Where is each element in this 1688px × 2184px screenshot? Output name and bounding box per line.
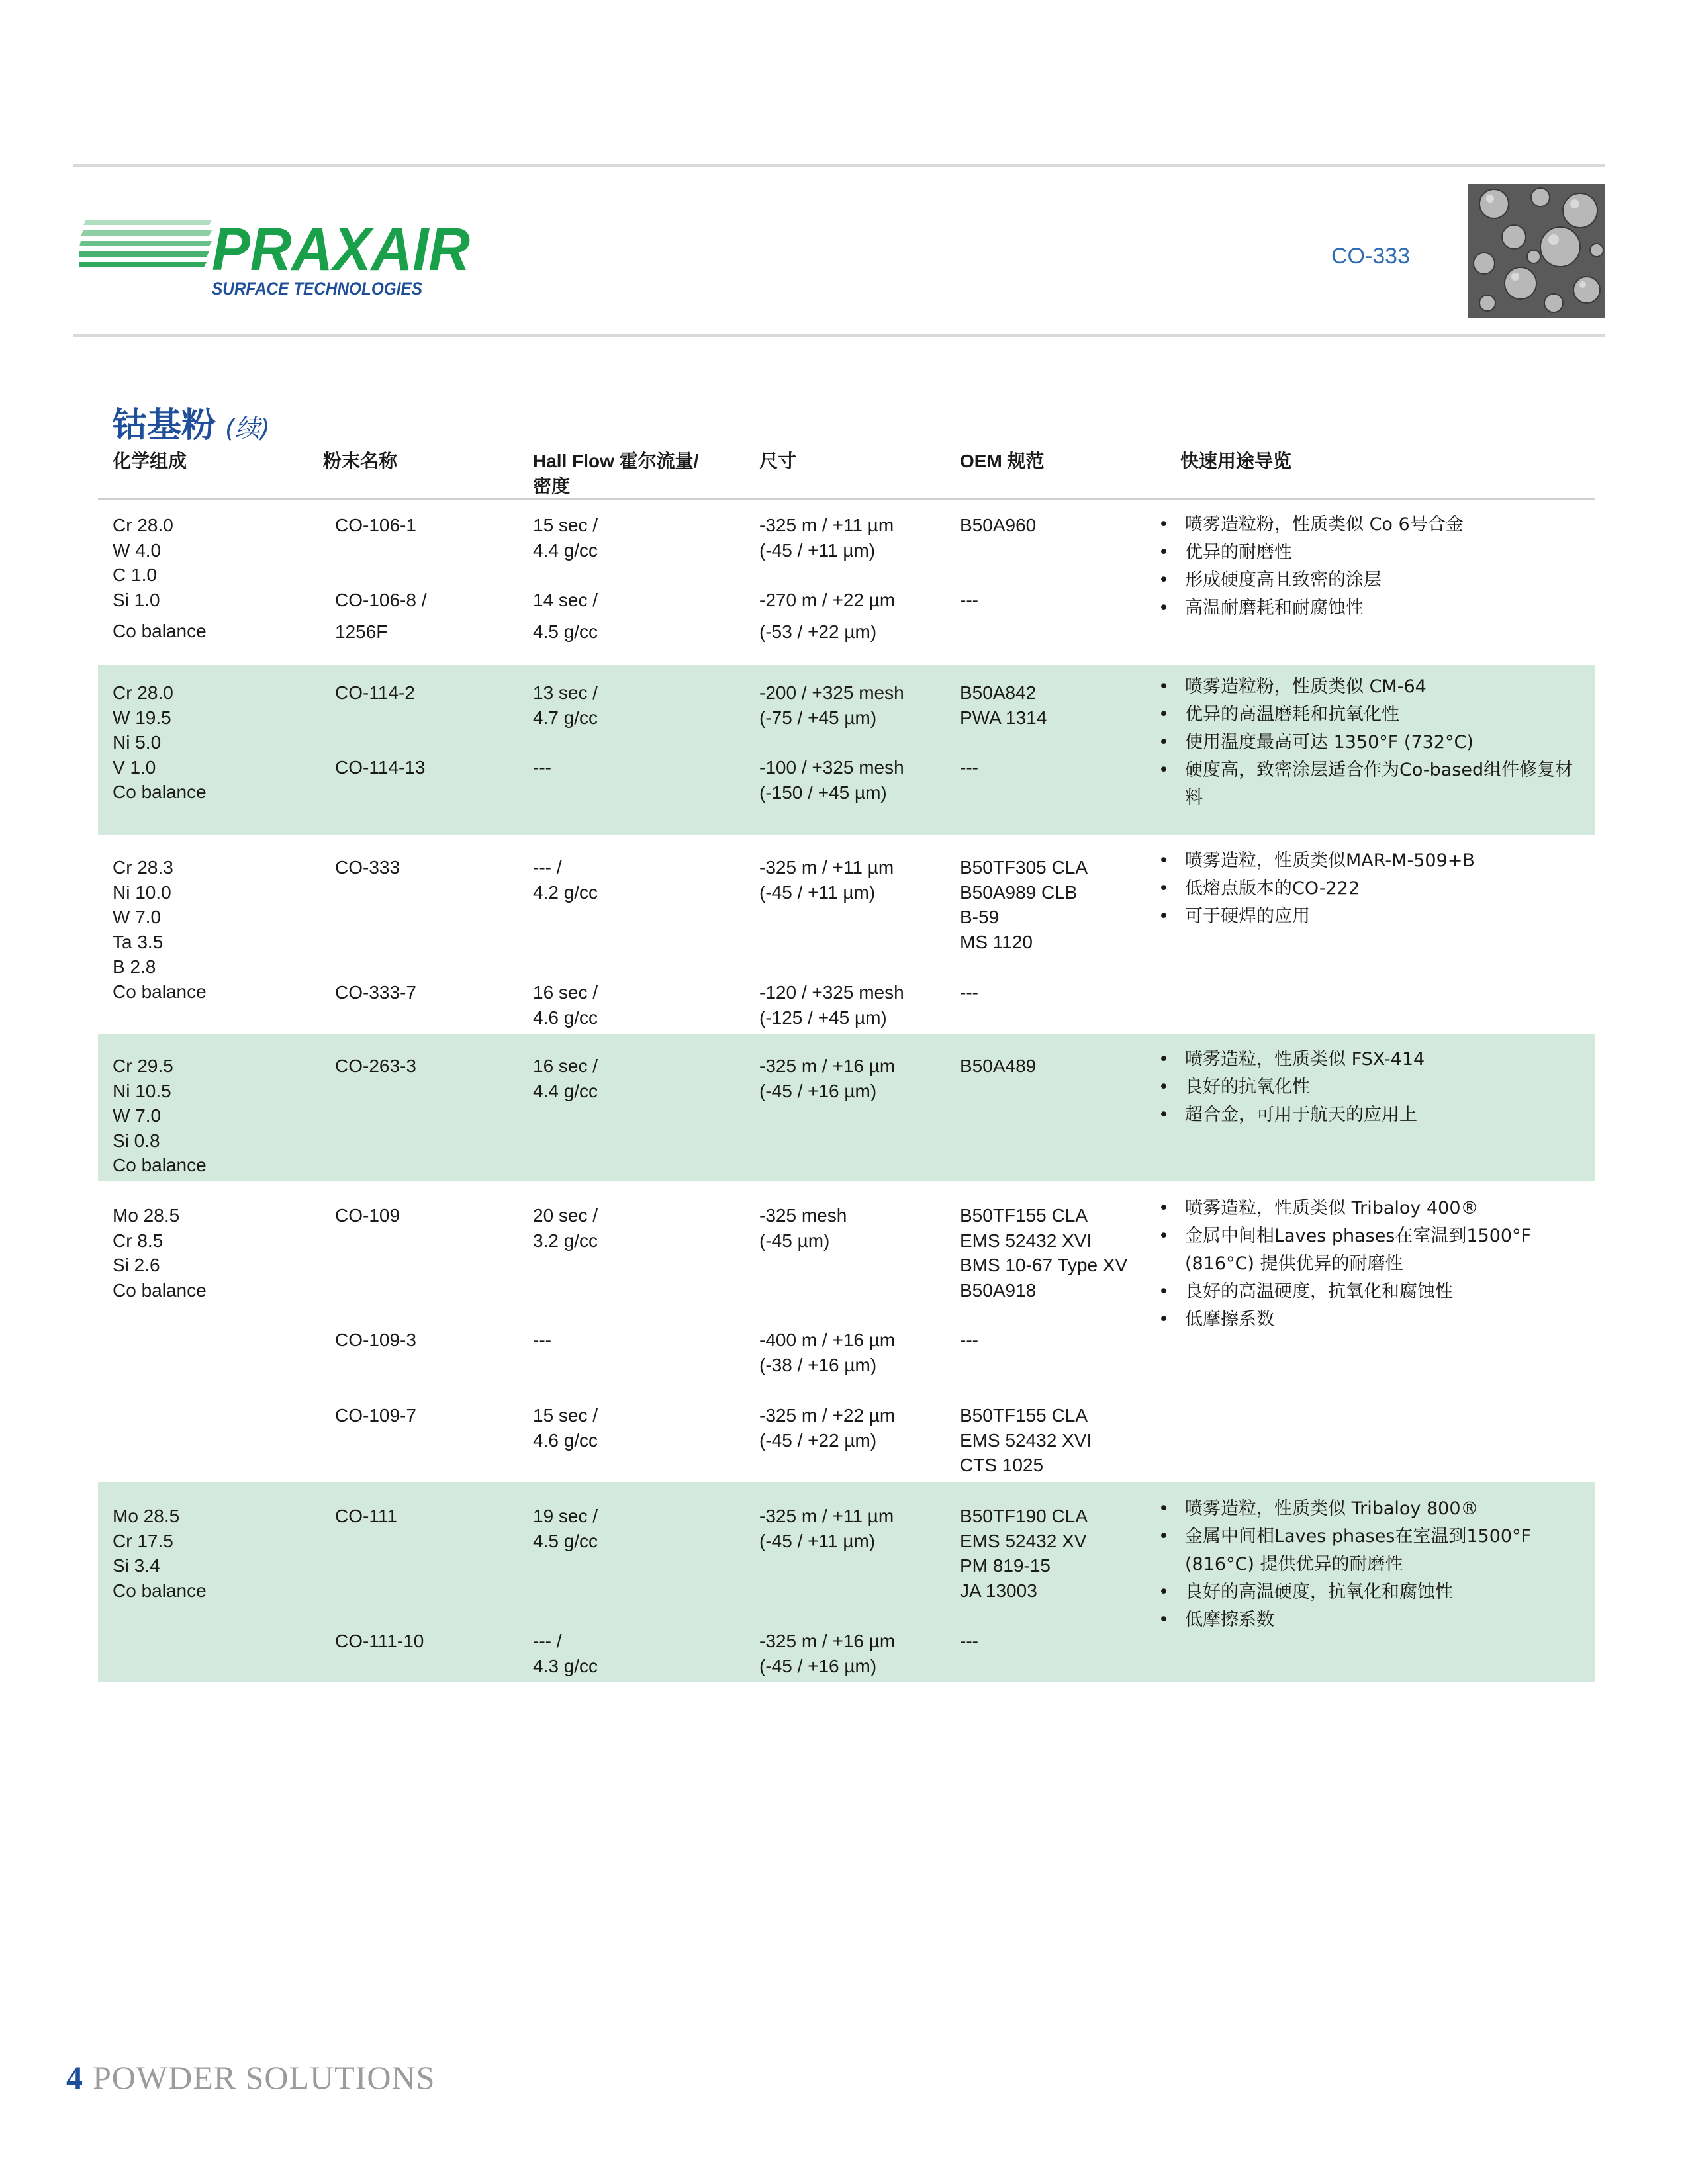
usage-guide-item: • 金属中间相Laves phases在室温到1500°F (816°C) 提供优异的耐磨性 [1158, 1222, 1589, 1278]
oem-spec-line: B50TF190 CLA [960, 1506, 1088, 1526]
size-line: -325 m / +11 µm [759, 1506, 894, 1526]
powder-name-line: CO-114-13 [335, 757, 426, 778]
usage-guide-item: • 形成硬度高且致密的涂层 [1158, 567, 1589, 594]
powder-name-line: CO-109 [335, 1205, 400, 1226]
oem-spec-line: CTS 1025 [960, 1455, 1044, 1475]
usage-guide-list [1158, 847, 1589, 931]
chemistry-line: Cr 28.0 [113, 515, 173, 535]
usage-guide-item: • 喷雾造粒，性质类似 Tribaloy 800® [1158, 1495, 1589, 1523]
size-line: -325 m / +11 µm [759, 857, 894, 878]
hall-flow-line: 4.2 g/cc [533, 882, 598, 903]
header-guide: 快速用途导览 [1180, 451, 1292, 471]
powder-name-line: CO-106-1 [335, 515, 416, 535]
size-cell [759, 588, 895, 644]
oem-spec-line: B50A842 [960, 682, 1037, 703]
powder-name-line: CO-263-3 [335, 1056, 416, 1076]
size-line: -200 / +325 mesh [759, 682, 904, 703]
usage-guide-cell [1158, 1046, 1589, 1129]
powder-name-cell [335, 1504, 397, 1529]
chemistry-line: W 4.0 [113, 539, 162, 561]
hall-flow-line: --- / [533, 1631, 562, 1651]
hall-flow-line: 4.6 g/cc [533, 1430, 598, 1451]
size-line: -325 mesh [759, 1205, 847, 1226]
size-cell [759, 1504, 894, 1553]
chemistry-line: Ta 3.5 [113, 931, 164, 952]
size-line: (-125 / +45 µm) [759, 1007, 887, 1028]
powder-name-cell [335, 980, 416, 1005]
usage-guide-item: • 低摩擦系数 [1158, 1306, 1589, 1334]
chemistry-line: B 2.8 [113, 956, 156, 977]
hall-flow-line: --- [533, 757, 551, 778]
hall-flow-line: 15 sec / [533, 515, 598, 535]
hall-flow-line: 4.4 g/cc [533, 1080, 598, 1101]
chemistry-line: Cr 17.5 [113, 1530, 173, 1551]
chemistry-line: Co balance [113, 981, 207, 1002]
oem-spec-cell [960, 855, 1088, 954]
hall-flow-cell [533, 855, 598, 905]
chemistry-line: W 7.0 [113, 907, 162, 927]
header-hall-line2: 密度 [533, 476, 571, 496]
size-line: (-45 / +16 µm) [759, 1655, 877, 1676]
chemistry-line: Cr 29.5 [113, 1056, 173, 1076]
header-size: 尺寸 [759, 451, 797, 471]
chemistry-cell [113, 1203, 207, 1302]
size-line: -325 m / +22 µm [759, 1405, 896, 1426]
chemistry-cell [113, 1504, 207, 1603]
powder-name-cell [335, 513, 416, 538]
top-rule [73, 164, 1605, 167]
usage-guide-item: • 喷雾造粒，性质类似 Tribaloy 400® [1158, 1195, 1589, 1222]
chemistry-line: Ni 5.0 [113, 732, 162, 752]
powder-name-line: CO-106-8 / [335, 590, 427, 610]
header-oem: OEM 规范 [960, 451, 1045, 471]
hall-flow-line: 15 sec / [533, 1405, 598, 1426]
usage-guide-cell [1158, 1495, 1589, 1634]
powder-name-cell [335, 855, 400, 880]
powder-name-line: CO-109-7 [335, 1405, 416, 1426]
oem-spec-line: EMS 52432 XVI [960, 1230, 1092, 1251]
size-line: (-150 / +45 µm) [759, 782, 887, 803]
powder-micrograph-image [1468, 184, 1605, 318]
size-cell [759, 980, 904, 1030]
powder-name-cell [335, 1054, 416, 1079]
footer-title: POWDER SOLUTIONS [93, 2059, 436, 2096]
usage-guide-item: • 良好的抗氧化性 [1158, 1073, 1589, 1101]
hall-flow-line: 16 sec / [533, 1056, 598, 1076]
usage-guide-item: • 使用温度最高可达 1350°F (732°C) [1158, 729, 1589, 756]
usage-guide-item: • 良好的高温硬度，抗氧化和腐蚀性 [1158, 1278, 1589, 1306]
chemistry-line: W 19.5 [113, 707, 171, 728]
oem-spec-line: B50A989 CLB [960, 882, 1078, 903]
oem-spec-cell [960, 513, 1036, 538]
hall-flow-cell [533, 1203, 598, 1253]
oem-spec-line: PM 819-15 [960, 1555, 1051, 1576]
size-line: -270 m / +22 µm [759, 590, 896, 610]
usage-guide-list [1158, 1495, 1589, 1634]
usage-guide-item: • 喷雾造粒粉，性质类似 CM-64 [1158, 673, 1589, 701]
usage-guide-item: • 喷雾造粒，性质类似 FSX-414 [1158, 1046, 1589, 1073]
size-cell [759, 680, 904, 730]
oem-spec-line: B50TF155 CLA [960, 1405, 1088, 1426]
chemistry-line: Si 0.8 [113, 1130, 160, 1151]
powder-name-line: CO-333 [335, 857, 400, 878]
header-hall-line1: Hall Flow 霍尔流量/ [533, 451, 699, 471]
usage-guide-list [1158, 1195, 1589, 1334]
section-title [113, 397, 270, 447]
chemistry-cell [113, 855, 207, 1004]
size-cell [759, 1203, 847, 1253]
oem-spec-line: B50TF155 CLA [960, 1205, 1088, 1226]
size-cell [759, 855, 894, 905]
hall-flow-line: 4.4 g/cc [533, 539, 598, 561]
size-line: (-45 / +11 µm) [759, 1530, 876, 1551]
powder-name-line: CO-111 [335, 1506, 397, 1526]
size-cell [759, 513, 894, 563]
chemistry-line: W 7.0 [113, 1105, 162, 1126]
hall-flow-line: --- [533, 1330, 551, 1350]
hall-flow-cell [533, 1629, 598, 1678]
usage-guide-cell [1158, 1195, 1589, 1334]
oem-spec-cell [960, 1629, 978, 1654]
hall-flow-line: 14 sec / [533, 590, 598, 610]
size-line: (-45 / +11 µm) [759, 539, 876, 561]
hall-flow-line: 3.2 g/cc [533, 1230, 598, 1251]
oem-spec-line: B50TF305 CLA [960, 857, 1088, 878]
usage-guide-list [1158, 1046, 1589, 1129]
oem-spec-line: PWA 1314 [960, 707, 1047, 728]
hall-flow-cell [533, 1054, 598, 1103]
chemistry-line: Si 3.4 [113, 1555, 160, 1576]
size-cell [759, 755, 904, 805]
oem-spec-cell [960, 680, 1047, 730]
chemistry-line: Co balance [113, 782, 207, 802]
size-line: (-45 µm) [759, 1230, 830, 1251]
usage-guide-cell [1158, 847, 1589, 931]
powder-name-cell [335, 1203, 400, 1228]
usage-guide-item: • 低熔点版本的CO-222 [1158, 875, 1589, 903]
oem-spec-line: BMS 10-67 Type XV [960, 1255, 1128, 1275]
oem-spec-line: JA 13003 [960, 1580, 1037, 1601]
oem-spec-line: B50A489 [960, 1056, 1037, 1076]
oem-spec-line: EMS 52432 XVI [960, 1430, 1092, 1451]
hall-flow-line: --- / [533, 857, 562, 878]
oem-spec-cell [960, 1054, 1036, 1079]
hall-flow-cell [533, 1328, 551, 1353]
section-title-text: 钴基粉 [113, 406, 216, 445]
chemistry-line: Cr 28.3 [113, 857, 173, 878]
oem-spec-line: --- [960, 590, 978, 610]
chemistry-line: Cr 28.0 [113, 682, 173, 703]
hall-flow-line: 4.5 g/cc [533, 1530, 598, 1551]
usage-guide-item: • 可于硬焊的应用 [1158, 903, 1589, 931]
size-line: -400 m / +16 µm [759, 1330, 896, 1350]
size-cell [759, 1629, 895, 1678]
hall-flow-cell [533, 755, 551, 780]
praxair-logo [79, 205, 477, 304]
hall-flow-line: 13 sec / [533, 682, 598, 703]
size-line: -120 / +325 mesh [759, 982, 904, 1003]
hall-flow-line: 4.6 g/cc [533, 1007, 598, 1028]
size-cell [759, 1403, 895, 1453]
usage-guide-item: • 喷雾造粒，性质类似MAR-M-509+B [1158, 847, 1589, 875]
header-chemistry: 化学组成 [113, 451, 187, 471]
chemistry-line: Co balance [113, 621, 207, 641]
powder-name-line: CO-111-10 [335, 1631, 424, 1651]
header-bottom-rule [73, 334, 1605, 337]
chemistry-cell [113, 513, 207, 644]
powder-name-cell [335, 588, 427, 644]
chemistry-line: Co balance [113, 1580, 207, 1601]
hall-flow-cell [533, 1504, 598, 1553]
powder-name-cell [335, 680, 415, 705]
usage-guide-item: • 优异的耐磨性 [1158, 539, 1589, 567]
header-hall-flow [533, 449, 698, 499]
powder-name-line: CO-109-3 [335, 1330, 416, 1350]
chemistry-line: Ni 10.5 [113, 1080, 171, 1101]
chemistry-line: Ni 10.0 [113, 882, 171, 903]
chemistry-line: Mo 28.5 [113, 1205, 180, 1226]
hall-flow-line: 4.5 g/cc [533, 621, 598, 642]
powder-name-cell [335, 755, 425, 780]
powder-name-line: CO-114-2 [335, 682, 415, 703]
hall-flow-cell [533, 513, 598, 563]
oem-spec-line: --- [960, 982, 978, 1003]
page-number: 4 [66, 2059, 83, 2096]
oem-spec-cell [960, 588, 978, 613]
powder-name-cell [335, 1403, 416, 1428]
chemistry-line: Cr 8.5 [113, 1230, 164, 1251]
oem-spec-cell [960, 1403, 1092, 1478]
oem-spec-line: B-59 [960, 907, 1000, 927]
hall-flow-line: 4.3 g/cc [533, 1655, 598, 1676]
oem-spec-line: MS 1120 [960, 931, 1033, 952]
oem-spec-line: B50A918 [960, 1279, 1037, 1300]
size-line: (-75 / +45 µm) [759, 707, 877, 728]
hall-flow-line: 19 sec / [533, 1506, 598, 1526]
size-line: (-45 / +22 µm) [759, 1430, 877, 1451]
section-subtitle: (续) [225, 414, 270, 443]
chemistry-line: Si 1.0 [113, 589, 160, 610]
size-line: (-45 / +16 µm) [759, 1080, 877, 1101]
usage-guide-item: • 金属中间相Laves phases在室温到1500°F (816°C) 提供优异的耐磨性 [1158, 1523, 1589, 1578]
oem-spec-cell [960, 1504, 1088, 1603]
chemistry-line: Mo 28.5 [113, 1506, 180, 1526]
svg-text:PRAXAIR: PRAXAIR [212, 216, 470, 283]
oem-spec-cell [960, 980, 978, 1005]
usage-guide-item: • 低摩擦系数 [1158, 1606, 1589, 1634]
table-header-rule [98, 498, 1595, 500]
usage-guide-cell [1158, 673, 1589, 812]
hall-flow-line: 16 sec / [533, 982, 598, 1003]
usage-guide-cell [1158, 511, 1589, 622]
size-line: -325 m / +11 µm [759, 515, 894, 535]
hall-flow-cell [533, 680, 598, 730]
oem-spec-line: --- [960, 757, 978, 778]
svg-text:SURFACE TECHNOLOGIES: SURFACE TECHNOLOGIES [212, 279, 422, 298]
usage-guide-list [1158, 673, 1589, 812]
size-line: -325 m / +16 µm [759, 1631, 896, 1651]
oem-spec-line: --- [960, 1631, 978, 1651]
hall-flow-line: 20 sec / [533, 1205, 598, 1226]
product-code-label: CO-333 [1331, 244, 1410, 269]
size-line: -325 m / +16 µm [759, 1056, 896, 1076]
oem-spec-cell [960, 1328, 978, 1353]
powder-name-cell [335, 1328, 416, 1353]
page-footer [66, 2058, 435, 2097]
oem-spec-line: --- [960, 1330, 978, 1350]
chemistry-line: Co balance [113, 1155, 207, 1175]
powder-name-cell [335, 1629, 424, 1654]
oem-spec-cell [960, 1203, 1127, 1302]
usage-guide-item: • 超合金，可用于航天的应用上 [1158, 1101, 1589, 1129]
size-line: (-38 / +16 µm) [759, 1354, 877, 1375]
oem-spec-cell [960, 755, 978, 780]
chemistry-cell [113, 1054, 207, 1178]
chemistry-line: C 1.0 [113, 565, 157, 585]
chemistry-line: Co balance [113, 1279, 207, 1300]
usage-guide-item: • 良好的高温硬度，抗氧化和腐蚀性 [1158, 1578, 1589, 1606]
size-cell [759, 1328, 895, 1377]
size-line: -100 / +325 mesh [759, 757, 904, 778]
usage-guide-list [1158, 511, 1589, 622]
usage-guide-item: • 喷雾造粒粉，性质类似 Co 6号合金 [1158, 511, 1589, 539]
powder-name-line: 1256F [335, 621, 388, 642]
usage-guide-item: • 优异的高温磨耗和抗氧化性 [1158, 701, 1589, 729]
usage-guide-item: • 高温耐磨耗和耐腐蚀性 [1158, 594, 1589, 622]
chemistry-cell [113, 680, 207, 805]
header-powder: 粉末名称 [323, 451, 398, 471]
size-line: (-45 / +11 µm) [759, 882, 876, 903]
hall-flow-cell [533, 980, 598, 1030]
size-cell [759, 1054, 895, 1103]
hall-flow-cell [533, 588, 598, 644]
hall-flow-cell [533, 1403, 598, 1453]
chemistry-line: Si 2.6 [113, 1255, 160, 1275]
powder-name-line: CO-333-7 [335, 982, 416, 1003]
size-line: (-53 / +22 µm) [759, 621, 877, 642]
oem-spec-line: EMS 52432 XV [960, 1530, 1087, 1551]
chemistry-line: V 1.0 [113, 756, 156, 778]
hall-flow-line: 4.7 g/cc [533, 707, 598, 728]
oem-spec-line: B50A960 [960, 515, 1037, 535]
usage-guide-item: • 硬度高，致密涂层适合作为Co-based组件修复材料 [1158, 756, 1589, 812]
